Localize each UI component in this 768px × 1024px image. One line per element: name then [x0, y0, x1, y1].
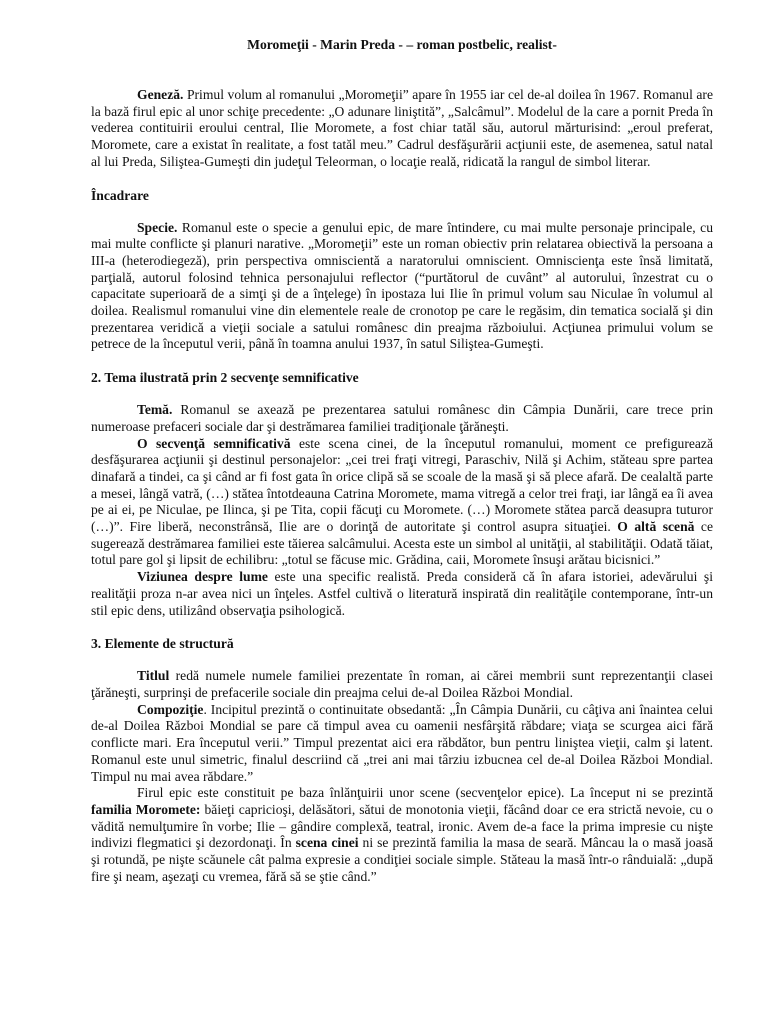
paragraph-lead: Compoziţie: [137, 701, 204, 717]
paragraph-geneza: [91, 87, 713, 171]
paragraph-specie: [91, 220, 713, 354]
paragraph-text: Romanul este o specie a genului epic, de mare întindere, cu mai multe personaje principale, cu mai multe conflicte şi planuri narative. „Moromeţii” este un roman obiectiv prin relatarea obiectivă la persoana a III-a (heterodiegeză), prin perspectiva omniscientă a naratorului omniscient. Omniscienţa este însă limitată, parţială, autorul folosind tehnica personajului reflector (“purtătorul de cuvânt” al autorului, înzestrat cu o capacitate superioară de a simţi şi de a înţelege) în ipostaza lui Ilie în primul volum sau Niculae în volumul al doilea. Realismul romanului vine din elementele reale de cronotop pe care le regăsim, din tematica socială şi din prezentarea veridică a vieţii sociale a satului românesc din preajma războiului. Acţiunea primului volum se petrece de la începutul verii, până în toamna anului 1937, în satul Siliştea-Gumeşti.: [91, 219, 713, 352]
paragraph-tema: [91, 402, 713, 435]
paragraph-lead: Titlul: [137, 668, 170, 684]
paragraph-text: . Incipitul prezintă o continuitate obsedantă: „În Câmpia Dunării, cu câţiva ani înaintea celui de-al Doilea Război Mondial se pare că timpul avea cu oamenii nesfârşită răbdare; viaţa se scurgea aici fără conflicte mari. Era începutul verii.” Timpul prezentat aici era răbdător, bun pentru liniştea vieţii, calm şi latent. Romanul este unul simetric, finalul descriind că „trei ani mai târziu izbucnea cel de-al Doilea Război Mondial. Timpul nu mai avea răbdare.”: [91, 701, 713, 784]
paragraph-text: Primul volum al romanului „Moromeţii” apare în 1955 iar cel de-al doilea în 1967. Romanul are la bază firul epic al unor schiţe precedente: „O adunare liniştită”, „Salcâmul”. Modelul de la care a pornit Preda în vederea contituirii eroului central, Ilie Moromete, a fost chiar tatăl său, autorul mărturisind: „eroul preferat, Moromete, care a existat în realitate, a fost tatăl meu.” Cadrul desfăşurării acţiunii este, de asemenea, satul natal al lui Preda, Siliştea-Gumeşti din judeţul Teleorman, o locaţie reală, ridicată la rangul de simbol literar.: [91, 87, 713, 169]
paragraph-text: este scena cinei, de la începutul romanului, moment ce prefigurează desfăşurarea acţiunii şi destinul personajelor: „cei trei fraţi vitregi, Paraschiv, Nilă şi Achim, stăteau spre partea dinafară a tindei, ca şi când ar fi fost gata în orice clipă să se scoale de la masă şi să plece afară. De cealaltă parte a mesei, lângă vatră, (…) stătea întotdeauna Catrina Moromete, mama vitregă a celor trei fraţi, iar lângă ea îi avea pe ai ei, pe Niculae, pe Ilinca, şi pe Tita, copii făcuţi cu Moromete. (…) Moromete stătea parcă deasupra tuturor (…)”. Fire liberă, neconstrânsă, Ilie are o dorinţă de autoritate şi control asupra situaţiei.: [91, 435, 713, 535]
paragraph-text: ni se prezintă familia la masa de seară. Mâncau la o masă joasă şi rotundă, pe nişte scăunele cât palma expresie a condiţiei sociale simple. Stăteau la masă într-o rânduială: „după fire şi neam, aşezaţi cu vremea, fără să se ştie când.”: [91, 835, 713, 884]
paragraph-text: ce sugerează destrămarea familiei este tăierea salcâmului. Acesta este un simbol al unităţii, al stabilităţii. Odată tăiat, totul pare gol şi lipsit de echilibru: „totul se făcuse mic. Grădina, caii, Moromete însuşi arătau bicisnici.”: [91, 519, 713, 568]
section-heading-tema: 2. Tema ilustrată prin 2 secvenţe semnificative: [91, 370, 359, 386]
paragraph-secventa: [91, 436, 713, 570]
paragraph-lead: Specie.: [137, 219, 178, 235]
paragraph-text: este una specific realistă. Preda consideră că în afara istoriei, adevărului şi realităţii proza n-ar avea nici un înţeles. Astfel cultivă o literatură inspirată din realităţile contemporane, într-un stil epic dens, utilizând observaţia psihologică.: [91, 569, 713, 618]
section-heading-structura: 3. Elemente de structură: [91, 636, 234, 652]
paragraph-lead: Temă.: [137, 402, 173, 418]
paragraph-lead: familia Moromete:: [91, 801, 201, 817]
paragraph-titlul: [91, 668, 713, 701]
paragraph-lead: Geneză.: [137, 87, 184, 102]
paragraph-lead: O altă scenă: [610, 519, 695, 535]
paragraph-text: redă numele numele familiei prezentate în roman, ai cărei membrii sunt reprezentanţii clasei ţărăneşti, surprinşi de prefacerile sociale din preajma celui de-al Doilea Război Mondial.: [91, 668, 713, 700]
paragraph-fir-epic: [91, 785, 713, 885]
paragraph-compozitie: [91, 702, 713, 786]
section-heading-incadrare: Încadrare: [91, 187, 149, 203]
paragraph-lead: scena cinei: [295, 835, 359, 851]
paragraph-text: Firul epic este constituit pe baza înlănţuirii unor scene (secvenţelor epice). La început ni se prezintă: [137, 785, 713, 801]
paragraph-viziune: [91, 569, 713, 619]
paragraph-lead: O secvenţă semnificativă: [137, 435, 291, 451]
paragraph-text: Romanul se axează pe prezentarea satului românesc din Câmpia Dunării, care trece prin numeroase prefaceri sociale dar şi destrămarea familiei tradiţionale ţărăneşti.: [91, 402, 713, 434]
document-title: Moromeţii - Marin Preda - – roman postbelic, realist-: [247, 37, 557, 52]
paragraph-text: băieţi capricioşi, delăsători, sătui de monotonia vieţii, făcând doar ce era strictă nevoie, cu o vădită nemulţumire în vorbe; Ilie – gândire complexă, teatral, ironic. Avem de-a face la prima impresie cu nişte indivizi flegmatici şi dezordonaţi. În: [91, 801, 713, 851]
paragraph-lead: Viziunea despre lume: [137, 569, 268, 585]
